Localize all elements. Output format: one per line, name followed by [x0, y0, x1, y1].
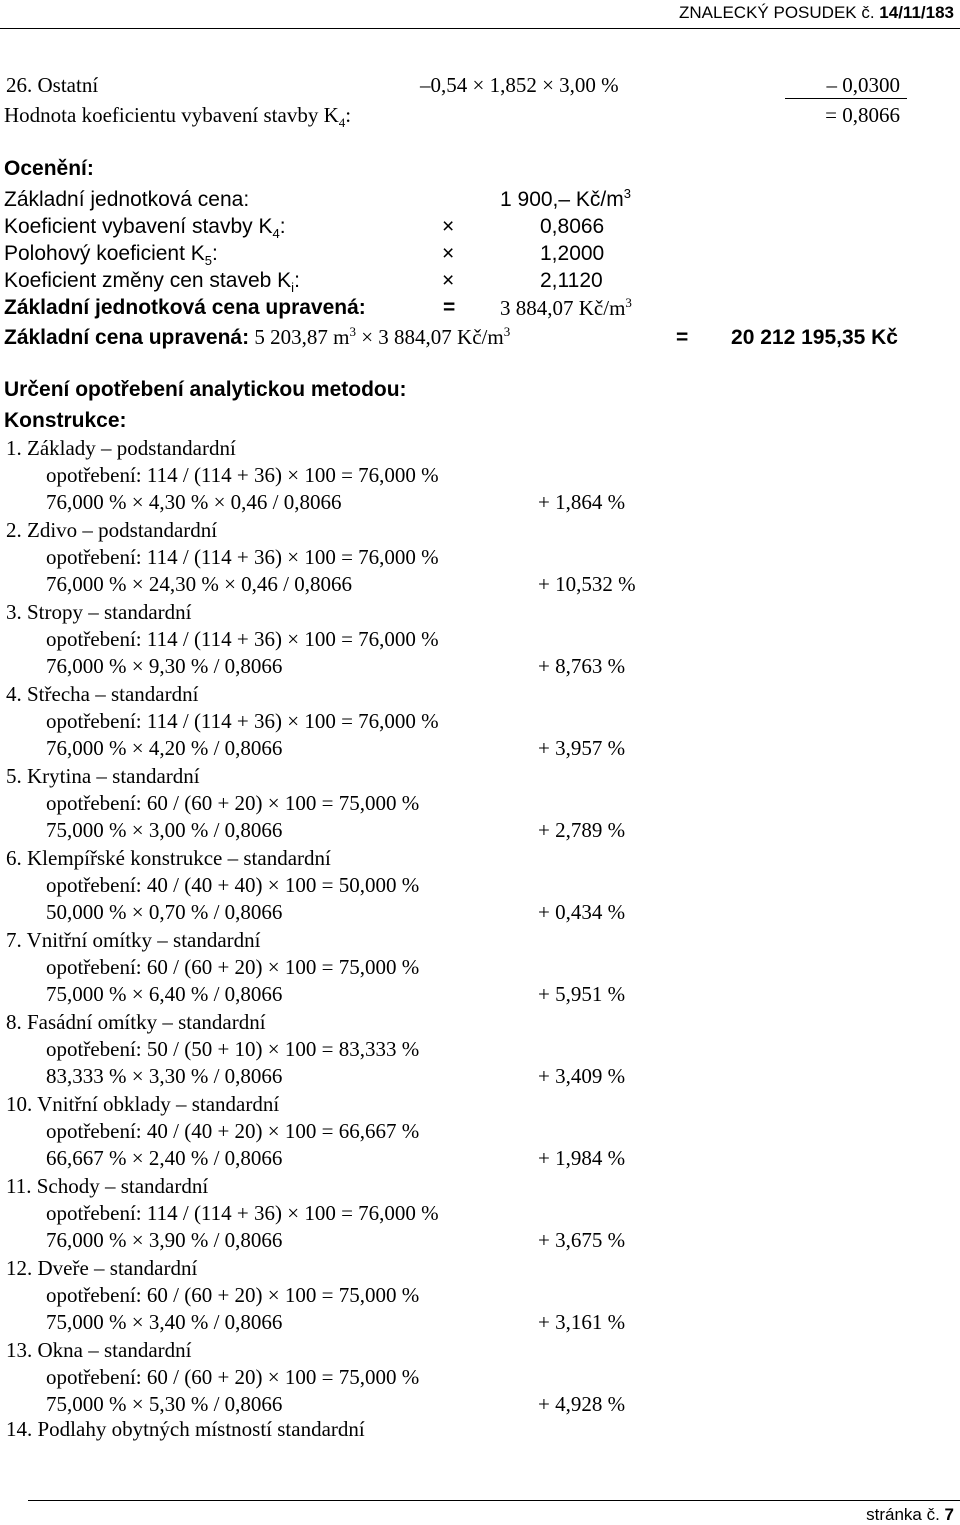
construction-item-formula: opotřebení: 60 / (60 + 20) × 100 = 75,000 % — [46, 1365, 420, 1389]
construction-item-calc: 75,000 % × 6,40 % / 0,8066 — [46, 982, 283, 1006]
construction-item-name: 2. Zdivo – podstandardní — [6, 518, 218, 542]
construction-item-formula: opotřebení: 60 / (60 + 20) × 100 = 75,000 % — [46, 791, 420, 815]
construction-item-calc: 75,000 % × 3,40 % / 0,8066 — [46, 1310, 283, 1334]
construction-item-formula: opotřebení: 60 / (60 + 20) × 100 = 75,000 % — [46, 955, 420, 979]
sum-underline — [785, 98, 907, 99]
ki-value: 2,1120 — [540, 269, 603, 292]
construction-item-formula: opotřebení: 60 / (60 + 20) × 100 = 75,000 % — [46, 1283, 420, 1307]
page-number: 7 — [944, 1505, 954, 1524]
construction-item-result: + 1,984 % — [538, 1146, 626, 1170]
k4-value: 0,8066 — [540, 215, 605, 238]
zjcu-eq: = — [443, 296, 456, 319]
construction-item-formula: opotřebení: 40 / (40 + 40) × 100 = 50,000 % — [46, 873, 420, 897]
konstrukce-label: Konstrukce: — [4, 409, 127, 432]
zcu-formula: 5 203,87 $m^3 \times 3$ 884,07 $Kč/m^3$ — [254, 324, 511, 349]
opotrebeni-title: Určení opotřebení analytickou metodou: — [4, 378, 407, 401]
k5-label: Polohový koeficient $K_5$: — [4, 242, 218, 269]
construction-item-result: + 5,951 % — [538, 982, 626, 1006]
construction-item-formula: opotřebení: 50 / (50 + 10) × 100 = 83,333 % — [46, 1037, 420, 1061]
k4-total-value: = 0,8066 — [825, 103, 900, 127]
construction-item-formula: opotřebení: 114 / (114 + 36) × 100 = 76,000 % — [46, 463, 439, 487]
construction-item-calc: 76,000 % × 3,90 % / 0,8066 — [46, 1228, 283, 1252]
page-footer — [866, 1505, 954, 1525]
construction-item-name: 5. Krytina – standardní — [6, 764, 200, 788]
construction-item-name: 10. Vnitřní obklady – standardní — [6, 1092, 280, 1116]
header-number: 14/11/183 — [879, 3, 954, 22]
footer-divider — [28, 1500, 960, 1501]
header-title: ZNALECKÝ POSUDEK č. — [679, 3, 880, 22]
construction-item-result: + 3,161 % — [538, 1310, 626, 1334]
construction-item-result: + 3,957 % — [538, 736, 626, 760]
construction-item-result: + 0,434 % — [538, 900, 626, 924]
zcu-value: 20 212 195,35 Kč — [731, 326, 898, 349]
header-divider — [0, 28, 960, 29]
times-icon: × — [442, 215, 455, 238]
zjcu-label: Základní jednotková cena upravená: — [4, 296, 366, 319]
ki-label: Koeficient změny cen staveb $K_i$: — [4, 269, 300, 296]
ostatni-formula: –0,54 × 1,852 × 3,00 % — [420, 73, 619, 97]
zjc-value: 1 900,– $Kč/m^3$ — [500, 186, 631, 211]
zjc-label: Základní jednotková cena: — [4, 188, 250, 211]
zcu-row: Základní cena upravená: 5 203,87 $m^3 \times 3$ 884,07 $Kč/m^3$ — [4, 324, 511, 349]
k4-total-label: Hodnota koeficientu vybavení stavby $K_4$: — [4, 103, 352, 131]
construction-item-formula: opotřebení: 114 / (114 + 36) × 100 = 76,000 % — [46, 627, 439, 651]
construction-item-name: 6. Klempířské konstrukce – standardní — [6, 846, 331, 870]
construction-item-result: + 10,532 % — [538, 572, 636, 596]
ostatni-value: – 0,0300 — [826, 73, 900, 97]
construction-item-calc: 75,000 % × 3,00 % / 0,8066 — [46, 818, 283, 842]
construction-item-name: 13. Okna – standardní — [6, 1338, 192, 1362]
construction-item-calc: 76,000 % × 24,30 % × 0,46 / 0,8066 — [46, 572, 353, 596]
construction-item-calc: 76,000 % × 4,30 % × 0,46 / 0,8066 — [46, 490, 342, 514]
last-item-name: 14. Podlahy obytných místností standardní — [6, 1417, 365, 1441]
ostatni-label: 26. Ostatní — [6, 73, 99, 97]
zcu-eq: = — [676, 326, 689, 349]
k5-value: 1,2000 — [540, 242, 605, 265]
construction-item-calc: 83,333 % × 3,30 % / 0,8066 — [46, 1064, 283, 1088]
construction-item-name: 4. Střecha – standardní — [6, 682, 199, 706]
construction-item-formula: opotřebení: 114 / (114 + 36) × 100 = 76,000 % — [46, 1201, 439, 1225]
construction-item-result: + 1,864 % — [538, 490, 626, 514]
k4-label: Koeficient vybavení stavby $K_4$: — [4, 215, 286, 242]
construction-item-name: 8. Fasádní omítky – standardní — [6, 1010, 266, 1034]
construction-item-formula: opotřebení: 114 / (114 + 36) × 100 = 76,000 % — [46, 545, 439, 569]
oceneni-title: Ocenění: — [4, 157, 94, 180]
construction-item-formula: opotřebení: 114 / (114 + 36) × 100 = 76,000 % — [46, 709, 439, 733]
construction-item-result: + 2,789 % — [538, 818, 626, 842]
construction-item-name: 3. Stropy – standardní — [6, 600, 192, 624]
construction-item-result: + 3,675 % — [538, 1228, 626, 1252]
construction-item-calc: 75,000 % × 5,30 % / 0,8066 — [46, 1392, 283, 1416]
construction-item-calc: 76,000 % × 9,30 % / 0,8066 — [46, 654, 283, 678]
construction-item-name: 7. Vnitřní omítky – standardní — [6, 928, 261, 952]
construction-item-formula: opotřebení: 40 / (40 + 20) × 100 = 66,667 % — [46, 1119, 420, 1143]
zjcu-value: 3 884,07 $Kč/m^3$ — [500, 295, 632, 320]
footer-label: stránka č. — [866, 1505, 945, 1524]
construction-item-name: 11. Schody – standardní — [6, 1174, 209, 1198]
construction-item-result: + 8,763 % — [538, 654, 626, 678]
construction-item-name: 12. Dveře – standardní — [6, 1256, 198, 1280]
construction-item-result: + 3,409 % — [538, 1064, 626, 1088]
page-header — [679, 3, 954, 23]
times-icon: × — [442, 242, 455, 265]
construction-item-result: + 4,928 % — [538, 1392, 626, 1416]
construction-item-calc: 76,000 % × 4,20 % / 0,8066 — [46, 736, 283, 760]
construction-item-name: 1. Základy – podstandardní — [6, 436, 236, 460]
construction-item-calc: 50,000 % × 0,70 % / 0,8066 — [46, 900, 283, 924]
construction-item-calc: 66,667 % × 2,40 % / 0,8066 — [46, 1146, 283, 1170]
times-icon: × — [442, 269, 455, 292]
